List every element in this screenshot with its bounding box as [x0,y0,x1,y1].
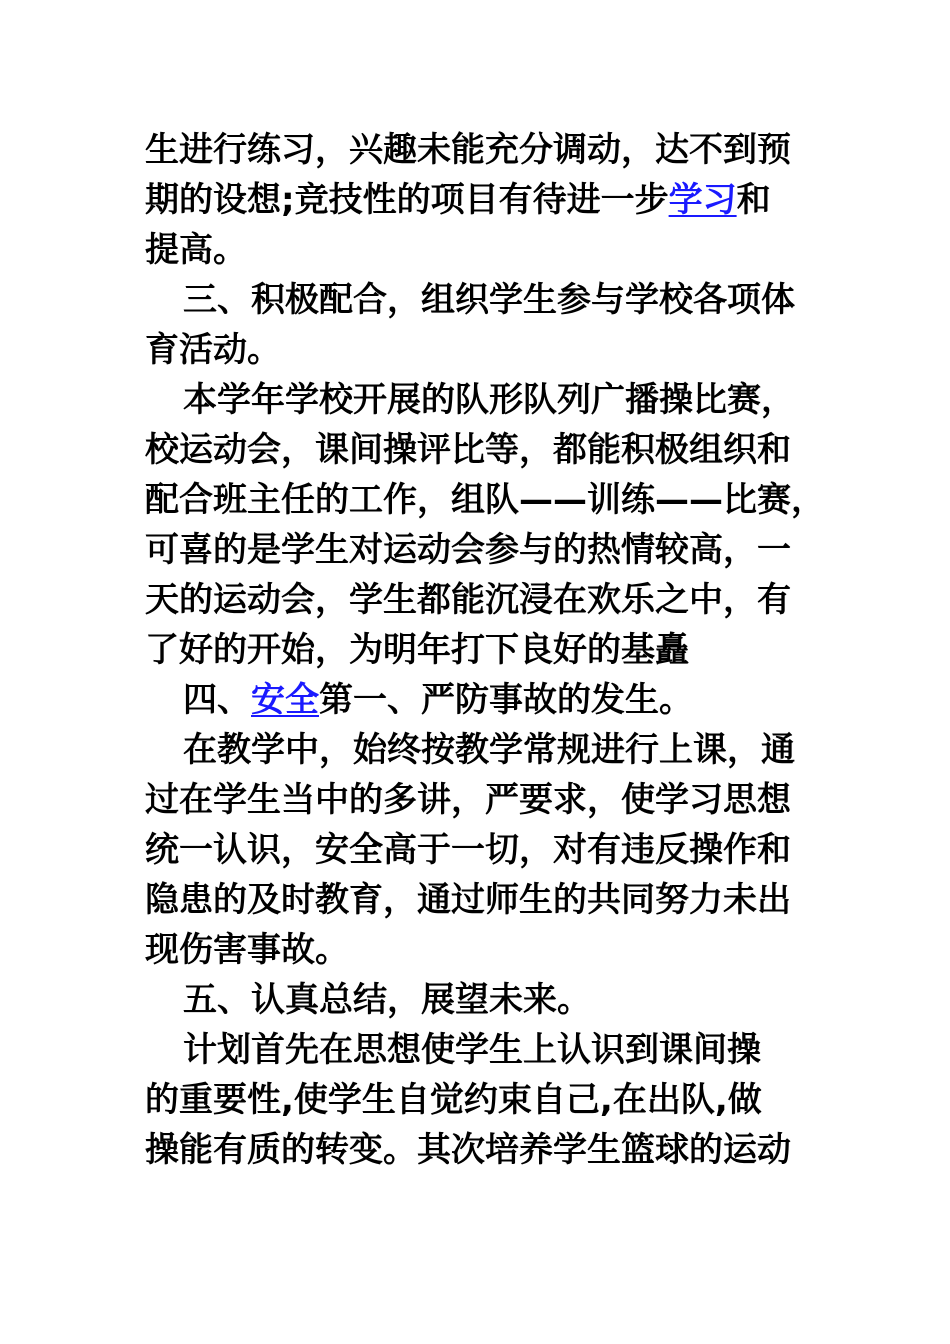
text-line: 配合班主任的工作，组队——训练——比赛， [145,480,825,520]
paragraph-start: 在教学中，始终按教学常规进行上课，通 [183,730,795,770]
text-fragment: 四、 [183,680,251,720]
text-line: 可喜的是学生对运动会参与的热情较高，一 [145,530,791,570]
paragraph-start: 计划首先在思想使学生上认识到课间操 [183,1030,761,1070]
text-line: 育活动。 [145,330,281,370]
study-link[interactable]: 学习 [668,180,737,220]
text-line: 的重要性,使学生自觉约束自己,在出队,做 [145,1080,762,1120]
text-line [145,175,825,225]
text-line: 天的运动会，学生都能沉浸在欢乐之中，有 [145,580,791,620]
text-line: 隐患的及时教育，通过师生的共同努力未出 [145,880,791,920]
text-line: 校运动会，课间操评比等，都能积极组织和 [145,430,791,470]
text-line: 了好的开始，为明年打下良好的基矗 [145,630,689,670]
text-line: 操能有质的转变。其次培养学生篮球的运动 [145,1130,791,1170]
text-line: 统一认识，安全高于一切，对有违反操作和 [145,830,791,870]
text-line: 提高。 [145,230,247,270]
safety-link[interactable]: 安全 [251,680,319,720]
text-fragment: 和 [736,180,771,220]
text-line: 过在学生当中的多讲，严要求，使学习思想 [145,780,791,820]
text-line: 生进行练习，兴趣未能充分调动，达不到预 [145,130,791,170]
section-heading: 五、认真总结，展望未来。 [183,980,591,1020]
document-body [145,125,825,1175]
section-heading [145,675,825,725]
section-heading: 三、积极配合，组织学生参与学校各项体 [183,280,795,320]
paragraph-start: 本学年学校开展的队形队列广播操比赛， [183,380,795,420]
text-fragment: 期的设想;竞技性的项目有待进一步 [145,180,669,220]
text-line: 现伤害事故。 [145,930,349,970]
text-fragment: 第一、严防事故的发生。 [319,680,693,720]
